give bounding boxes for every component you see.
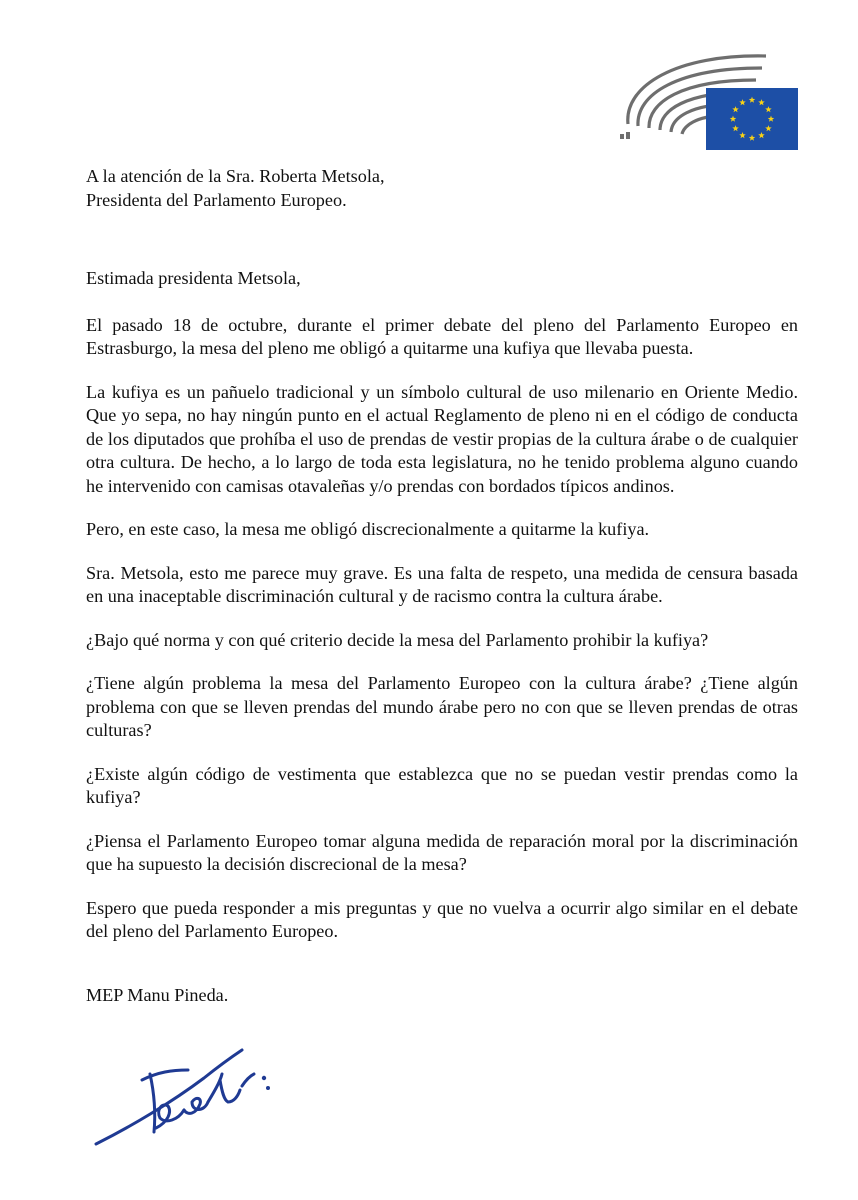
paragraph: Espero que pueda responder a mis preguntas y que no vuelva a ocurrir algo similar en el debate del pleno del Parlamento Europeo. (86, 897, 798, 941)
recipient-line-1: A la atención de la Sra. Roberta Metsola, (86, 166, 385, 186)
recipient-line-2: Presidenta del Parlamento Europeo. (86, 189, 347, 210)
sign-off: MEP Manu Pineda. (86, 984, 229, 1005)
handwritten-signature-icon (92, 1040, 272, 1150)
paragraph: La kufiya es un pañuelo tradicional y un símbolo cultural de uso milenario en Oriente Medio. Que yo sepa, no hay ningún punto en el actual Reglamento de pleno ni en el código de conducta de los diputados que prohíba el uso de prendas de vestir propias de la cultura árabe o de cualquier otra cultura. De hecho, a lo largo de toda esta legislatura, no he tenido problema alguno cuando he intervenido con camisas otavaleñas y/o prendas con bordados típicos andinos. (86, 381, 798, 496)
paragraph: Pero, en este caso, la mesa me obligó discrecionalmente a quitarme la kufiya. (86, 519, 650, 539)
greeting: Estimada presidenta Metsola, (86, 268, 301, 288)
paragraph: ¿Piensa el Parlamento Europeo tomar alguna medida de reparación moral por la discriminación que ha supuesto la decisión discrecional de la mesa? (86, 830, 798, 874)
paragraph: El pasado 18 de octubre, durante el primer debate del pleno del Parlamento Europeo en Estrasburgo, la mesa del pleno me obligó a quitarme una kufiya que llevaba puesta. (86, 314, 798, 358)
paragraph: ¿Existe algún código de vestimenta que establezca que no se puedan vestir prendas como la kufiya? (86, 763, 798, 807)
paragraph: Sra. Metsola, esto me parece muy grave. Es una falta de respeto, una medida de censura basada en una inaceptable discriminación cultural y de racismo contra la cultura árabe. (86, 562, 798, 606)
letter-body (86, 165, 798, 1007)
paragraph: ¿Bajo qué norma y con qué criterio decide la mesa del Parlamento prohibir la kufiya? (86, 629, 709, 650)
paragraph: ¿Tiene algún problema la mesa del Parlamento Europeo con la cultura árabe? ¿Tiene algún problema con que se lleven prendas del mundo árabe pero no con que se lleven prendas de otras culturas? (86, 673, 798, 740)
european-parliament-logo-icon (616, 44, 798, 150)
